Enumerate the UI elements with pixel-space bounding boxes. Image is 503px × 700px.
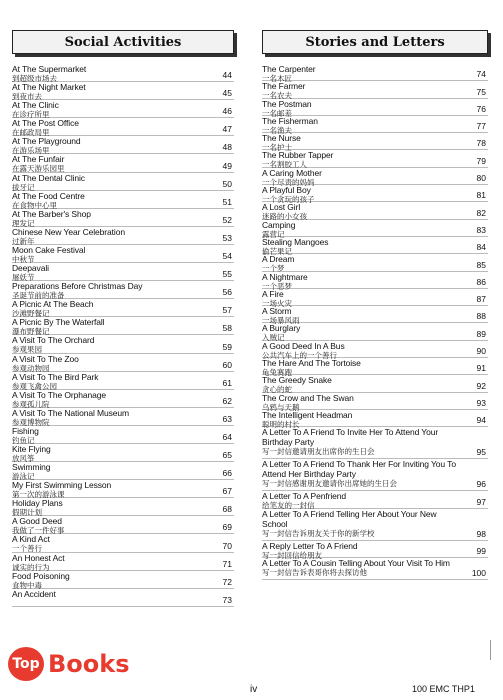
entry-title: An Honest Act (12, 552, 65, 563)
entry-title: Deepavali (12, 263, 49, 274)
entry-chinese-title: 写一封信邀请朋友出席你的生日会 (262, 447, 375, 457)
toc-entry (12, 173, 234, 191)
entry-title: At The Food Centre (12, 190, 85, 201)
toc-entry (262, 323, 488, 343)
entry-chinese-title: 露营记 (262, 229, 285, 239)
entry-title: At The Playground (12, 136, 81, 147)
toc-entry (262, 150, 488, 170)
entry-chinese-title: 写一封信告诉朋友关于你的新学校 (262, 528, 375, 538)
entry-chinese-title: 聪明的村长 (262, 419, 300, 429)
entry-page-number: 97 (476, 496, 486, 507)
toc-entry (12, 480, 234, 498)
entry-title: A Letter To A Cousin Telling About Your Visit To Him (262, 557, 450, 568)
entry-chinese-title: 一名农夫 (262, 91, 292, 101)
entry-chinese-title: 沙滩野餐记 (12, 309, 50, 319)
toc-entry (262, 168, 488, 185)
entry-title: The Carpenter (262, 64, 316, 74)
entry-title: A Kind Act (12, 534, 50, 545)
entry-page-number: 47 (222, 124, 232, 135)
toc-entry (12, 553, 234, 571)
entry-page-number: 56 (222, 287, 232, 298)
toc-entry (12, 589, 234, 607)
entry-title: A Good Deed (12, 516, 62, 527)
entry-title: Moon Cake Festival (12, 244, 86, 255)
toc-entry (262, 459, 488, 491)
entry-title: The Fisherman (262, 115, 318, 126)
entry-page-number: 81 (476, 190, 486, 201)
entry-page-number: 72 (222, 576, 232, 587)
entry-page-number: 85 (476, 259, 486, 270)
toc-entry (262, 99, 488, 116)
entry-chinese-title: 诚实的行为 (12, 562, 50, 572)
entry-chinese-title: 过新年 (12, 236, 35, 246)
entry-title: A Storm (262, 306, 292, 317)
entry-title: Food Poisoning (12, 570, 70, 581)
entry-chinese-title: 在诊疗所里 (12, 110, 50, 120)
entry-page-number: 98 (476, 528, 486, 539)
entry-title: A Playful Boy (262, 185, 311, 196)
entry-page-number: 86 (476, 276, 486, 287)
toc-entry (12, 498, 234, 516)
entry-page-number: 53 (222, 232, 232, 243)
toc-entry (262, 358, 488, 378)
toc-entry (12, 82, 234, 100)
entry-chinese-title: 在邮政局里 (12, 128, 50, 138)
entry-page-number: 45 (222, 88, 232, 99)
entry-chinese-title: 第一次的游泳课 (12, 490, 65, 500)
entry-title: Preparations Before Christmas Day (12, 281, 143, 292)
entry-page-number: 96 (476, 479, 486, 490)
entry-page-number: 80 (476, 173, 486, 184)
entry-title: A Letter To A Friend Telling Her About Your New School (262, 508, 437, 529)
toc-list (262, 64, 488, 580)
toc-entry (12, 227, 234, 245)
entry-title: The Crow and The Swan (262, 392, 354, 403)
entry-title: At The Night Market (12, 82, 86, 93)
entry-chinese-title: 偷芒果记 (262, 246, 292, 256)
entry-chinese-title: 乌鸦与天鹅 (262, 402, 300, 412)
entry-title: A Fire (262, 288, 284, 299)
entry-chinese-title: 迷路的小女孩 (262, 212, 307, 222)
entry-title: My First Swimming Lesson (12, 480, 112, 491)
entry-chinese-title: 写一封回信给朋友 (262, 550, 322, 560)
page-edge-divider (490, 640, 503, 660)
entry-chinese-title: 游泳记 (12, 472, 35, 482)
toc-list (12, 64, 234, 607)
entry-page-number: 69 (222, 522, 232, 533)
entry-title: The Intelligent Headman (262, 409, 353, 420)
toc-entry (12, 100, 234, 118)
entry-page-number: 63 (222, 413, 232, 424)
toc-entry (12, 534, 234, 552)
entry-page-number: 99 (476, 545, 486, 556)
entry-title: The Greedy Snake (262, 375, 332, 386)
entry-chinese-title: 到夜市去 (12, 92, 42, 102)
section-header-social-activities (12, 30, 234, 54)
entry-title: An Accident (12, 588, 56, 599)
toc-entry (12, 317, 234, 335)
entry-page-number: 66 (222, 468, 232, 479)
entry-title: Holiday Plans (12, 498, 63, 509)
toc-entry (262, 254, 488, 274)
toc-entry (12, 281, 234, 299)
entry-page-number: 52 (222, 214, 232, 225)
toc-entry (12, 516, 234, 534)
toc-entry (12, 154, 234, 172)
entry-chinese-title: 参观果园 (12, 345, 42, 355)
entry-title: The Rubber Tapper (262, 150, 334, 161)
entry-title: Chinese New Year Celebration (12, 226, 125, 237)
entry-chinese-title: 在食物中心里 (12, 200, 57, 210)
entry-page-number: 60 (222, 359, 232, 370)
entry-chinese-title: 我做了一件好事 (12, 526, 65, 536)
logo-word: Books (48, 650, 130, 678)
entry-title: A Burglary (262, 323, 301, 334)
entry-page-number: 62 (222, 395, 232, 406)
toc-entry (262, 289, 488, 306)
page-number-roman: iv (250, 684, 258, 695)
entry-page-number: 78 (476, 138, 486, 149)
entry-page-number: 71 (222, 558, 232, 569)
entry-title: Stealing Mangoes (262, 236, 329, 247)
entry-title: A Picnic At The Beach (12, 299, 94, 310)
entry-chinese-title: 理发记 (12, 218, 35, 228)
entry-title: At The Supermarket (12, 64, 87, 74)
entry-chinese-title: 一名割胶工人 (262, 160, 307, 170)
entry-chinese-title: 屠妖节 (12, 273, 35, 283)
entry-page-number: 44 (222, 70, 232, 81)
entry-page-number: 64 (222, 431, 232, 442)
toc-entry (12, 390, 234, 408)
entry-page-number: 55 (222, 269, 232, 280)
toc-entry (262, 509, 488, 541)
entry-chinese-title: 在游乐场里 (12, 146, 50, 156)
toc-entry (12, 245, 234, 263)
entry-chinese-title: 入贼记 (262, 333, 285, 343)
entry-chinese-title: 参观飞禽公园 (12, 381, 57, 391)
entry-title: A Visit To The Bird Park (12, 371, 99, 382)
toc-entry (12, 118, 234, 136)
entry-chinese-title: 贪心的蛇 (262, 385, 292, 395)
toc-entry (262, 202, 488, 222)
entry-chinese-title: 一场暴风雨 (262, 316, 300, 326)
stories-letters-column (262, 30, 488, 580)
entry-chinese-title: 拔牙记 (12, 182, 35, 192)
entry-page-number: 95 (476, 447, 486, 458)
entry-chinese-title: 写一封信告诉表哥你将去探访他 (262, 567, 367, 577)
entry-title: A Lost Girl (262, 202, 301, 213)
entry-page-number: 83 (476, 224, 486, 235)
entry-title: A Visit To The Orphanage (12, 389, 107, 400)
entry-page-number: 90 (476, 346, 486, 357)
entry-title: A Visit To The Zoo (12, 353, 79, 364)
entry-chinese-title: 龟兔赛跑 (262, 368, 292, 378)
topbooks-logo (8, 645, 198, 683)
entry-title: Fishing (12, 425, 39, 436)
entry-chinese-title: 假期计划 (12, 508, 42, 518)
toc-entry (12, 191, 234, 209)
entry-title: Kite Flying (12, 443, 51, 454)
toc-entry (262, 306, 488, 326)
entry-page-number: 50 (222, 178, 232, 189)
entry-chinese-title: 参观孤儿院 (12, 399, 50, 409)
entry-page-number: 88 (476, 311, 486, 322)
toc-entry (12, 354, 234, 372)
toc-entry (12, 299, 234, 317)
entry-page-number: 67 (222, 486, 232, 497)
entry-chinese-title: 到超级市场去 (12, 74, 57, 83)
entry-page-number: 93 (476, 397, 486, 408)
entry-title: At The Clinic (12, 100, 59, 111)
entry-chinese-title: 一个善行 (12, 544, 42, 554)
entry-page-number: 84 (476, 242, 486, 253)
toc-entry (12, 571, 234, 589)
toc-entry (262, 541, 488, 558)
entry-chinese-title: 公共汽车上的一个善行 (262, 350, 337, 360)
entry-chinese-title: 瀑布野餐记 (12, 327, 50, 337)
entry-page-number: 89 (476, 328, 486, 339)
entry-page-number: 46 (222, 106, 232, 117)
entry-title: A Visit To The National Museum (12, 407, 130, 418)
toc-entry (12, 263, 234, 281)
entry-chinese-title: 参观动物园 (12, 363, 50, 373)
entry-chinese-title: 给笔友的一封信 (262, 501, 315, 511)
entry-chinese-title: 写一封信感谢朋友邀请你出席她的生日会 (262, 479, 397, 489)
entry-title: At The Barber's Shop (12, 208, 91, 219)
entry-page-number: 92 (476, 380, 486, 391)
entry-page-number: 61 (222, 377, 232, 388)
toc-entry (262, 220, 488, 237)
entry-chinese-title: 一名木匠 (262, 74, 292, 83)
toc-entry (262, 81, 488, 101)
entry-chinese-title: 一个恶梦 (262, 281, 292, 291)
section-title: Stories and Letters (305, 34, 445, 50)
entry-page-number: 57 (222, 305, 232, 316)
entry-chinese-title: 钓鱼记 (12, 435, 35, 445)
entry-chinese-title: 圣诞节前的准备 (12, 291, 65, 301)
entry-title: Swimming (12, 462, 51, 473)
toc-entry (262, 64, 488, 81)
entry-page-number: 73 (222, 594, 232, 605)
entry-title: A Good Deed In A Bus (262, 340, 345, 351)
entry-page-number: 59 (222, 341, 232, 352)
entry-page-number: 48 (222, 142, 232, 153)
entry-chinese-title: 在露天游乐园里 (12, 164, 65, 174)
section-title: Social Activities (64, 34, 182, 50)
toc-entry (262, 237, 488, 254)
entry-page-number: 87 (476, 294, 486, 305)
entry-title: The Hare And The Tortoise (262, 358, 361, 369)
entry-title: Camping (262, 219, 296, 230)
entry-chinese-title: 放风筝 (12, 453, 35, 463)
entry-page-number: 82 (476, 207, 486, 218)
entry-page-number: 65 (222, 450, 232, 461)
entry-page-number: 68 (222, 504, 232, 515)
toc-entry (262, 375, 488, 395)
footer-code: 100 EMC THP1 (412, 684, 475, 694)
entry-title: At The Post Office (12, 118, 79, 129)
entry-title: The Farmer (262, 81, 306, 92)
toc-entry (262, 133, 488, 153)
entry-title: A Nightmare (262, 271, 308, 282)
entry-title: A Letter To A Friend To Thank Her For Inviting You To Attend Her Birthday Party (262, 459, 456, 480)
entry-title: At The Dental Clinic (12, 172, 85, 183)
entry-page-number: 49 (222, 160, 232, 171)
toc-entry (12, 64, 234, 82)
toc-entry (262, 410, 488, 427)
entry-page-number: 94 (476, 415, 486, 426)
entry-chinese-title: 参观博物院 (12, 417, 50, 427)
entry-title: The Nurse (262, 133, 301, 144)
social-activities-column (12, 30, 234, 607)
entry-title: A Reply Letter To A Friend (262, 540, 358, 551)
entry-title: A Visit To The Orchard (12, 335, 95, 346)
toc-entry (262, 393, 488, 410)
toc-entry (262, 341, 488, 358)
section-header-stories-letters (262, 30, 488, 54)
logo-badge: Top (8, 647, 44, 681)
entry-chinese-title: 一个尽责的妈妈 (262, 177, 315, 187)
entry-chinese-title: 一场火灾 (262, 298, 292, 308)
entry-chinese-title: 食物中毒 (12, 580, 42, 590)
entry-chinese-title: 中秋节 (12, 254, 35, 264)
toc-entry (262, 185, 488, 205)
entry-chinese-title: 一个梦 (262, 264, 285, 274)
toc-entry (262, 558, 488, 580)
entry-title: A Letter To A Penfriend (262, 491, 347, 502)
entry-page-number: 77 (476, 121, 486, 132)
entry-chinese-title: 一名邮差 (262, 108, 292, 118)
entry-page-number: 58 (222, 323, 232, 334)
entry-page-number: 70 (222, 540, 232, 551)
entry-page-number: 54 (222, 251, 232, 262)
entry-chinese-title: 一名渔夫 (262, 125, 292, 135)
toc-entry (12, 426, 234, 444)
entry-page-number: 75 (476, 86, 486, 97)
entry-title: A Dream (262, 254, 295, 265)
entry-title: At The Funfair (12, 154, 65, 165)
entry-page-number: 74 (476, 69, 486, 80)
entry-chinese-title: 一个贪玩的孩子 (262, 195, 315, 205)
toc-entry (12, 372, 234, 390)
toc-entry (262, 272, 488, 289)
entry-title: A Picnic By The Waterfall (12, 317, 105, 328)
toc-entry (12, 462, 234, 480)
entry-page-number: 79 (476, 155, 486, 166)
entry-title: The Postman (262, 98, 312, 109)
toc-entry (262, 427, 488, 459)
toc-entry (262, 491, 488, 511)
entry-page-number: 76 (476, 103, 486, 114)
toc-entry (12, 136, 234, 154)
entry-page-number: 100 (471, 567, 486, 578)
entry-title: A Letter To A Friend To Invite Her To Attend Your Birthday Party (262, 427, 439, 448)
toc-entry (12, 444, 234, 462)
entry-title: A Caring Mother (262, 167, 322, 178)
toc-entry (12, 209, 234, 227)
toc-entry (262, 116, 488, 133)
entry-page-number: 91 (476, 363, 486, 374)
toc-entry (12, 335, 234, 353)
toc-entry (12, 408, 234, 426)
entry-chinese-title: 一名护士 (262, 143, 292, 153)
entry-page-number: 51 (222, 196, 232, 207)
